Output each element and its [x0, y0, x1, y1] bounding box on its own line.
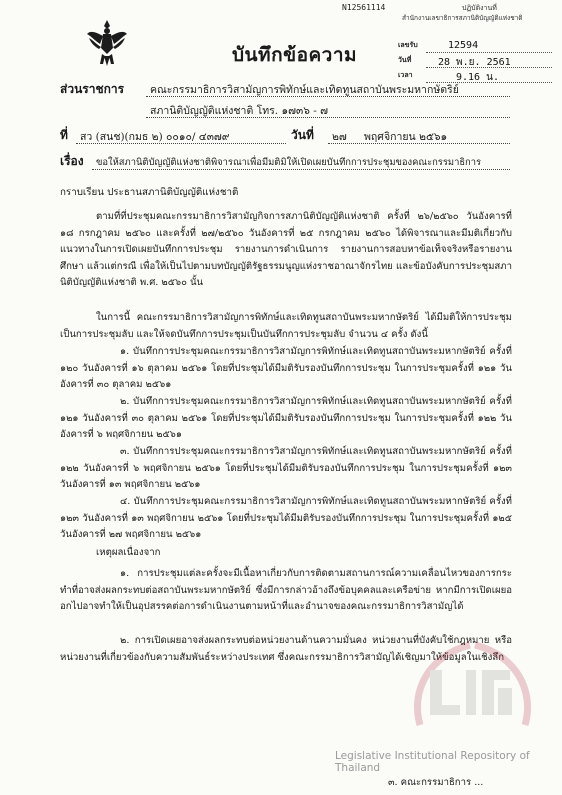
receipt-date-label: วันที่ [398, 55, 412, 64]
reason-heading: เหตุผลเนื่องจาก [96, 547, 161, 558]
memo-title: บันทึกข้อความ [232, 44, 358, 66]
salutation: กราบเรียน ประธานสภานิติบัญญัติแห่งชาติ [60, 187, 239, 198]
paragraph-background: ตามที่ที่ประชุมคณะกรรมาธิการวิสามัญกิจการสภานิติบัญญัติแห่งชาติ ครั้งที่ ๒๖/๒๕๖๐ วันอังคารที่ ๑๘ กรกฎาคม ๒๕๖๐ และครั้งที่ ๒๗/๒๕๖๐ วันอังคารที่ ๒๕ กรกฎาคม ๒๕๖๐ ได้พิจารณาและมีมติเกี่ยวกับแนวทางในการเปิดเผยบันทึกการประชุม รายงานการดำเนินการ รายงานการสอบหาข้อเท็จจริงหรือรายงานศึกษา แล้วแต่กรณี เพื่อให้เป็นไปตามบทบัญญัติรัฐธรรมนูญแห่งราชอาณาจักรไทย และข้อบังคับการประชุมสภานิติบัญญัติแห่งชาติ พ.ศ. ๒๕๖๐ นั้น [60, 211, 512, 288]
reference-dots [76, 143, 286, 144]
receipt-no-value: 12594 [448, 40, 479, 51]
list-item: ๑. บันทึกการประชุมคณะกรรมาธิการวิสามัญการพิทักษ์และเทิดทูนสถาบันพระมหากษัตริย์ ครั้งที่ ๑๒๐ วันอังคารที่ ๑๖ ตุลาคม ๒๕๖๑ โดยที่ประชุมได้มีมติรับรองบันทึกการประชุม ในการประชุมครั้งที่ ๑๒๑ วันอังคารที่ ๓๐ ตุลาคม ๒๕๖๑ [60, 346, 512, 390]
date-label: วันที่ [291, 128, 314, 142]
list-item: ๒. บันทึกการประชุมคณะกรรมาธิการวิสามัญการพิทักษ์และเทิดทูนสถาบันพระมหากษัตริย์ ครั้งที่ ๑๒๑ วันอังคารที่ ๓๐ ตุลาคม ๒๕๖๑ โดยที่ประชุมได้มีมติรับรองบันทึกการประชุม ในการประชุมครั้งที่ ๑๒๒ วันอังคารที่ ๖ พฤศจิกายน ๒๕๖๑ [60, 396, 512, 440]
reason-item: ๒. การเปิดเผยอาจส่งผลกระทบต่อหน่วยงานด้านความมั่นคง หน่วยงานที่บังคับใช้กฎหมาย หรือหน่วยงานที่เกี่ยวข้องกับความสัมพันธ์ระหว่างประเทศ ซึ่งคณะกรรมาธิการวิสามัญได้เชิญมาให้ข้อมูลในเชิงลึก [60, 635, 512, 663]
stamp-office-line1: ปฏิบัติงานที่ [462, 4, 497, 12]
reference-value: สว (สนช)(กมธ ๒) ๐๐๑๐/ ๔๓๗๙ [80, 131, 230, 143]
handwritten-reference-number: N12561114 [342, 3, 386, 12]
date-dots [328, 143, 510, 144]
subject-value: ขอให้สภานิติบัญญัติแห่งชาติพิจารณาเพื่อมีมติมิให้เปิดเผยบันทึกการประชุมของคณะกรรมาธิการ [96, 157, 482, 168]
subject-dots [92, 169, 510, 170]
receipt-time-value: 9.16 น. [456, 72, 499, 83]
list-item: ๔. บันทึกการประชุมคณะกรรมาธิการวิสามัญการพิทักษ์และเทิดทูนสถาบันพระมหากษัตริย์ ครั้งที่ ๑๒๓ วันอังคารที่ ๑๓ พฤศจิกายน ๒๕๖๑ โดยที่ประชุมได้มีมติรับรองบันทึกการประชุม ในการประชุมครั้งที่ ๑๒๕ วันอังคารที่ ๒๗ พฤศจิกายน ๒๕๖๑ [60, 496, 512, 540]
garuda-crest-icon [86, 18, 128, 68]
stamp-office-line2: สำนักงานเลขาธิการสภานิติบัญญัติแห่งชาติ [402, 14, 523, 22]
lirt-watermark-logo-icon [400, 630, 545, 740]
date-day: ๒๗ [332, 131, 347, 143]
agency-label: ส่วนราชการ [60, 82, 125, 96]
reference-label: ที่ [60, 128, 68, 142]
agency-line2-dots [146, 117, 510, 118]
watermark-text: Legislative Institutional Repository of Thailand [335, 750, 530, 774]
list-item: ๓. บันทึกการประชุมคณะกรรมาธิการวิสามัญการพิทักษ์และเทิดทูนสถาบันพระมหากษัตริย์ ครั้งที่ ๑๒๒ วันอังคารที่ ๖ พฤศจิกายน ๒๕๖๑ โดยที่ประชุมได้มีมติรับรองบันทึกการประชุม ในการประชุมครั้งที่ ๑๒๓ วันอังคารที่ ๑๓ พฤศจิกายน ๒๕๖๑ [60, 446, 512, 490]
continuation-marker: ๓. คณะกรรมาธิการ ... [388, 777, 484, 788]
receipt-no-label: เลขรับ [398, 40, 418, 49]
receipt-time-label: เวลา [398, 70, 413, 79]
agency-line1: คณะกรรมาธิการวิสามัญการพิทักษ์และเทิดทูนสถาบันพระมหากษัตริย์ [150, 84, 459, 96]
date-month-year: พฤศจิกายน ๒๕๖๑ [364, 131, 448, 143]
agency-line2: สภานิติบัญญัติแห่งชาติ โทร. ๑๗๓๖ - ๗ [150, 105, 328, 117]
agency-line1-dots [146, 96, 510, 97]
receipt-date-value: 28 พ.ย. 2561 [438, 57, 511, 68]
reason-item: ๑. การประชุมแต่ละครั้งจะมีเนื้อหาเกี่ยวกับการติดตามสถานการณ์ความเคลื่อนไหวของการกระทำที่อาจส่งผลกระทบต่อสถาบันพระมหากษัตริย์ ซึ่งมีการกล่าวอ้างถึงข้อบุคคลและเครือข่าย หากมีการเปิดเผยออกไปอาจทำให้เป็นอุปสรรคต่อการดำเนินงานตามหน้าที่และอำนาจของคณะกรรมาธิการวิสามัญได้ [60, 568, 512, 612]
paragraph-resolution: ในการนี้ คณะกรรมาธิการวิสามัญการพิทักษ์และเทิดทูนสถาบันพระมหากษัตริย์ ได้มีมติให้การประชุมเป็นการประชุมลับ และให้จดบันทึกการประชุมเป็นบันทึกการประชุมลับ จำนวน ๔ ครั้ง ดังนี้ [60, 312, 512, 340]
subject-label: เรื่อง [60, 154, 84, 168]
